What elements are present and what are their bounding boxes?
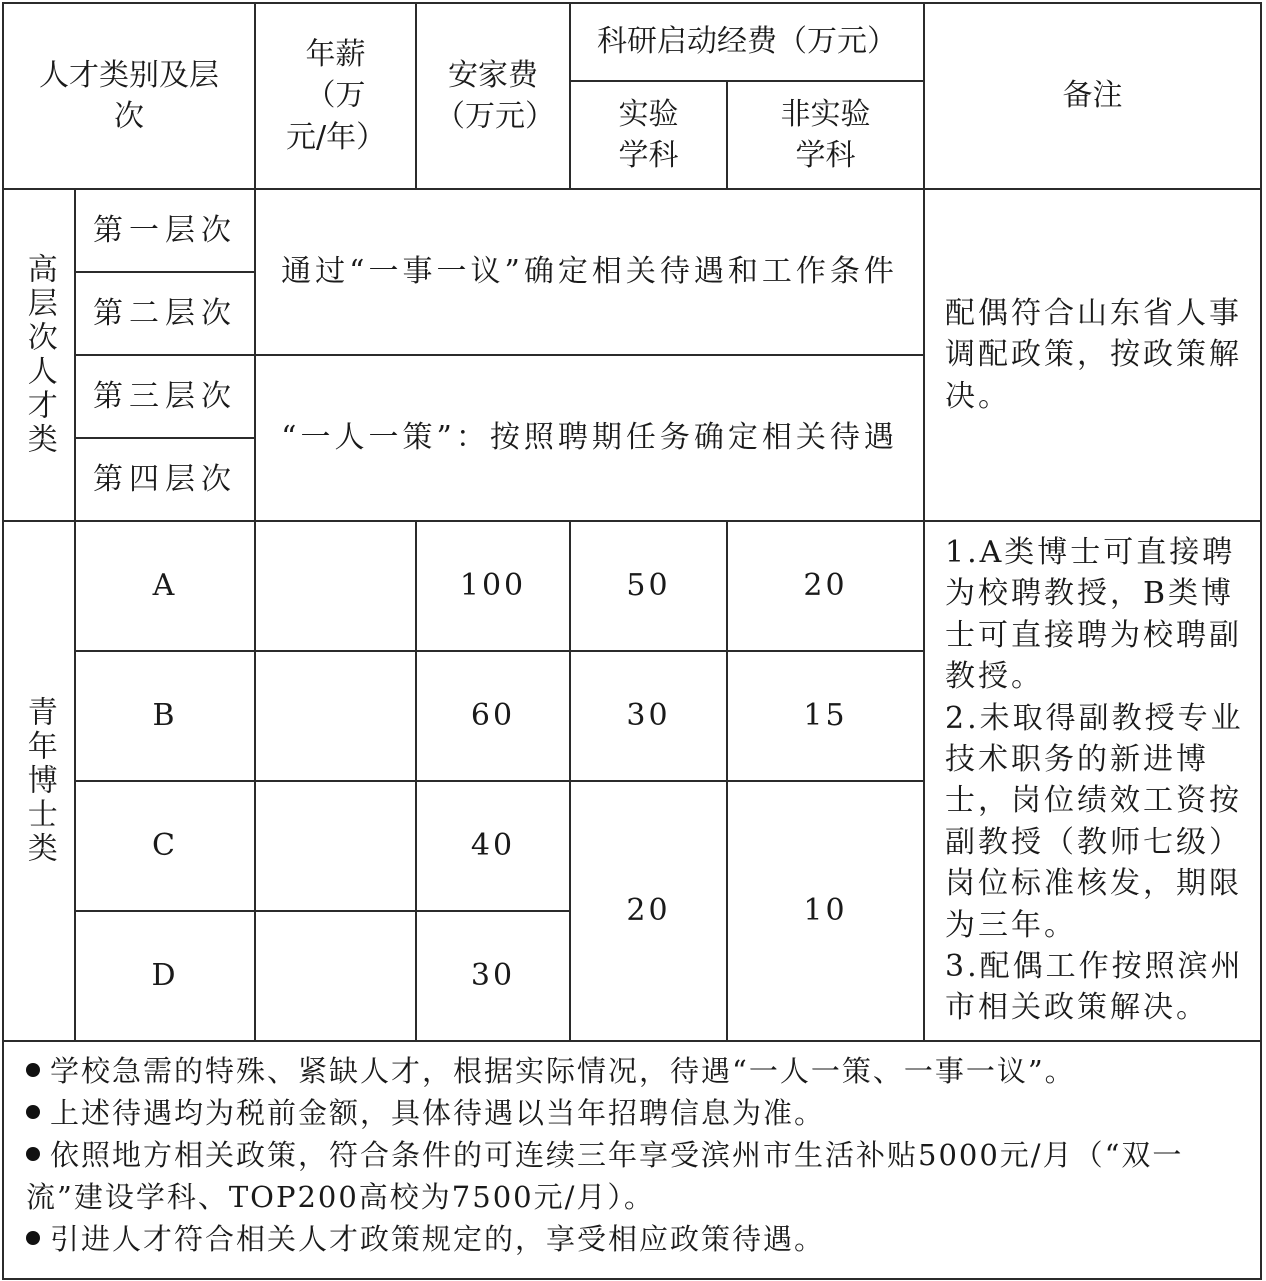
- young-category-label: 青年博士类: [21, 696, 57, 866]
- young-remark: [924, 521, 1261, 1041]
- header-salary-text: 年薪（万元/年）: [286, 36, 387, 155]
- header-research: [570, 3, 924, 81]
- young-nonlab-b: 15: [727, 651, 924, 781]
- note-text-4: 引进人才符合相关人才政策规定的，享受相应政策待遇。: [50, 1222, 826, 1257]
- high-level-1: 第一层次: [75, 189, 255, 272]
- bullet-icon: [26, 1147, 40, 1161]
- header-research-text: 科研启动经费（万元）: [597, 24, 897, 60]
- young-category: [3, 521, 75, 1041]
- young-settle-a: 100: [416, 521, 570, 651]
- young-settle-d: 30: [416, 911, 570, 1041]
- header-nonlab-text: 非实验学科: [780, 96, 871, 173]
- young-grade-d: D: [75, 911, 255, 1041]
- high-merge-1: 通过“一事一议”确定相关待遇和工作条件: [255, 189, 924, 355]
- header-settle: [416, 3, 570, 189]
- high-level-2: 第二层次: [75, 272, 255, 355]
- young-grade-b: B: [75, 651, 255, 781]
- young-settle-c: 40: [416, 781, 570, 911]
- note-item-2: [26, 1092, 1246, 1134]
- high-category-label: 高层次人才类: [21, 253, 57, 457]
- note-text-2: 上述待遇均为税前金额，具体待遇以当年招聘信息为准。: [50, 1096, 826, 1131]
- talent-benefits-table: [2, 2, 1262, 1280]
- header-salary: [255, 3, 416, 189]
- young-nonlab-cd: 10: [727, 781, 924, 1041]
- young-salary-b: [255, 651, 416, 781]
- young-nonlab-a: 20: [727, 521, 924, 651]
- young-lab-cd: 20: [570, 781, 727, 1041]
- header-row-1: [3, 3, 1261, 81]
- high-row-1: [3, 189, 1261, 272]
- note-text-3: 依照地方相关政策，符合条件的可连续三年享受滨州市生活补贴5000元/月（“双一流”建设学科、TOP200高校为7500元/月）。: [26, 1138, 1184, 1215]
- young-salary-c: [255, 781, 416, 911]
- header-nonlab: [727, 81, 924, 189]
- young-salary-a: [255, 521, 416, 651]
- young-row-a: [3, 521, 1261, 651]
- header-lab-text: 实验学科: [618, 96, 679, 173]
- high-remark: 配偶符合山东省人事调配政策，按政策解决。: [924, 189, 1261, 521]
- bullet-icon: [26, 1105, 40, 1119]
- young-lab-b: 30: [570, 651, 727, 781]
- note-text-1: 学校急需的特殊、紧缺人才，根据实际情况，待遇“一人一策、一事一议”。: [50, 1054, 1076, 1088]
- young-remark-1: 1.A类博士可直接聘为校聘教授，B类博士可直接聘为校聘副教授。: [945, 535, 1242, 695]
- notes-cell: [3, 1041, 1261, 1279]
- bullet-icon: [26, 1063, 40, 1077]
- young-grade-a: A: [75, 521, 255, 651]
- note-item-3: [26, 1134, 1246, 1218]
- bullet-icon: [26, 1231, 40, 1245]
- header-remark: [924, 3, 1261, 189]
- young-remark-3: 3.配偶工作按照滨州市相关政策解决。: [945, 948, 1244, 1026]
- header-category: [3, 3, 255, 189]
- young-remark-2: 2.未取得副教授专业技术职务的新进博士，岗位绩效工资按副教授（教师七级）岗位标准核发，期限为三年。: [945, 700, 1244, 943]
- young-lab-a: 50: [570, 521, 727, 651]
- notes-row: [3, 1041, 1261, 1279]
- header-settle-text: 安家费（万元）: [435, 57, 555, 134]
- young-salary-d: [255, 911, 416, 1041]
- young-settle-b: 60: [416, 651, 570, 781]
- header-lab: [570, 81, 727, 189]
- high-merge-2: “一人一策”：按照聘期任务确定相关待遇: [255, 355, 924, 521]
- young-grade-c: C: [75, 781, 255, 911]
- header-remark-text: 备注: [1062, 78, 1123, 114]
- high-category: [3, 189, 75, 521]
- note-item-1: [26, 1050, 1246, 1092]
- note-item-4: [26, 1218, 1246, 1260]
- high-level-3: 第三层次: [75, 355, 255, 438]
- header-category-text: 人才类别及层次: [39, 57, 219, 134]
- high-level-4: 第四层次: [75, 438, 255, 521]
